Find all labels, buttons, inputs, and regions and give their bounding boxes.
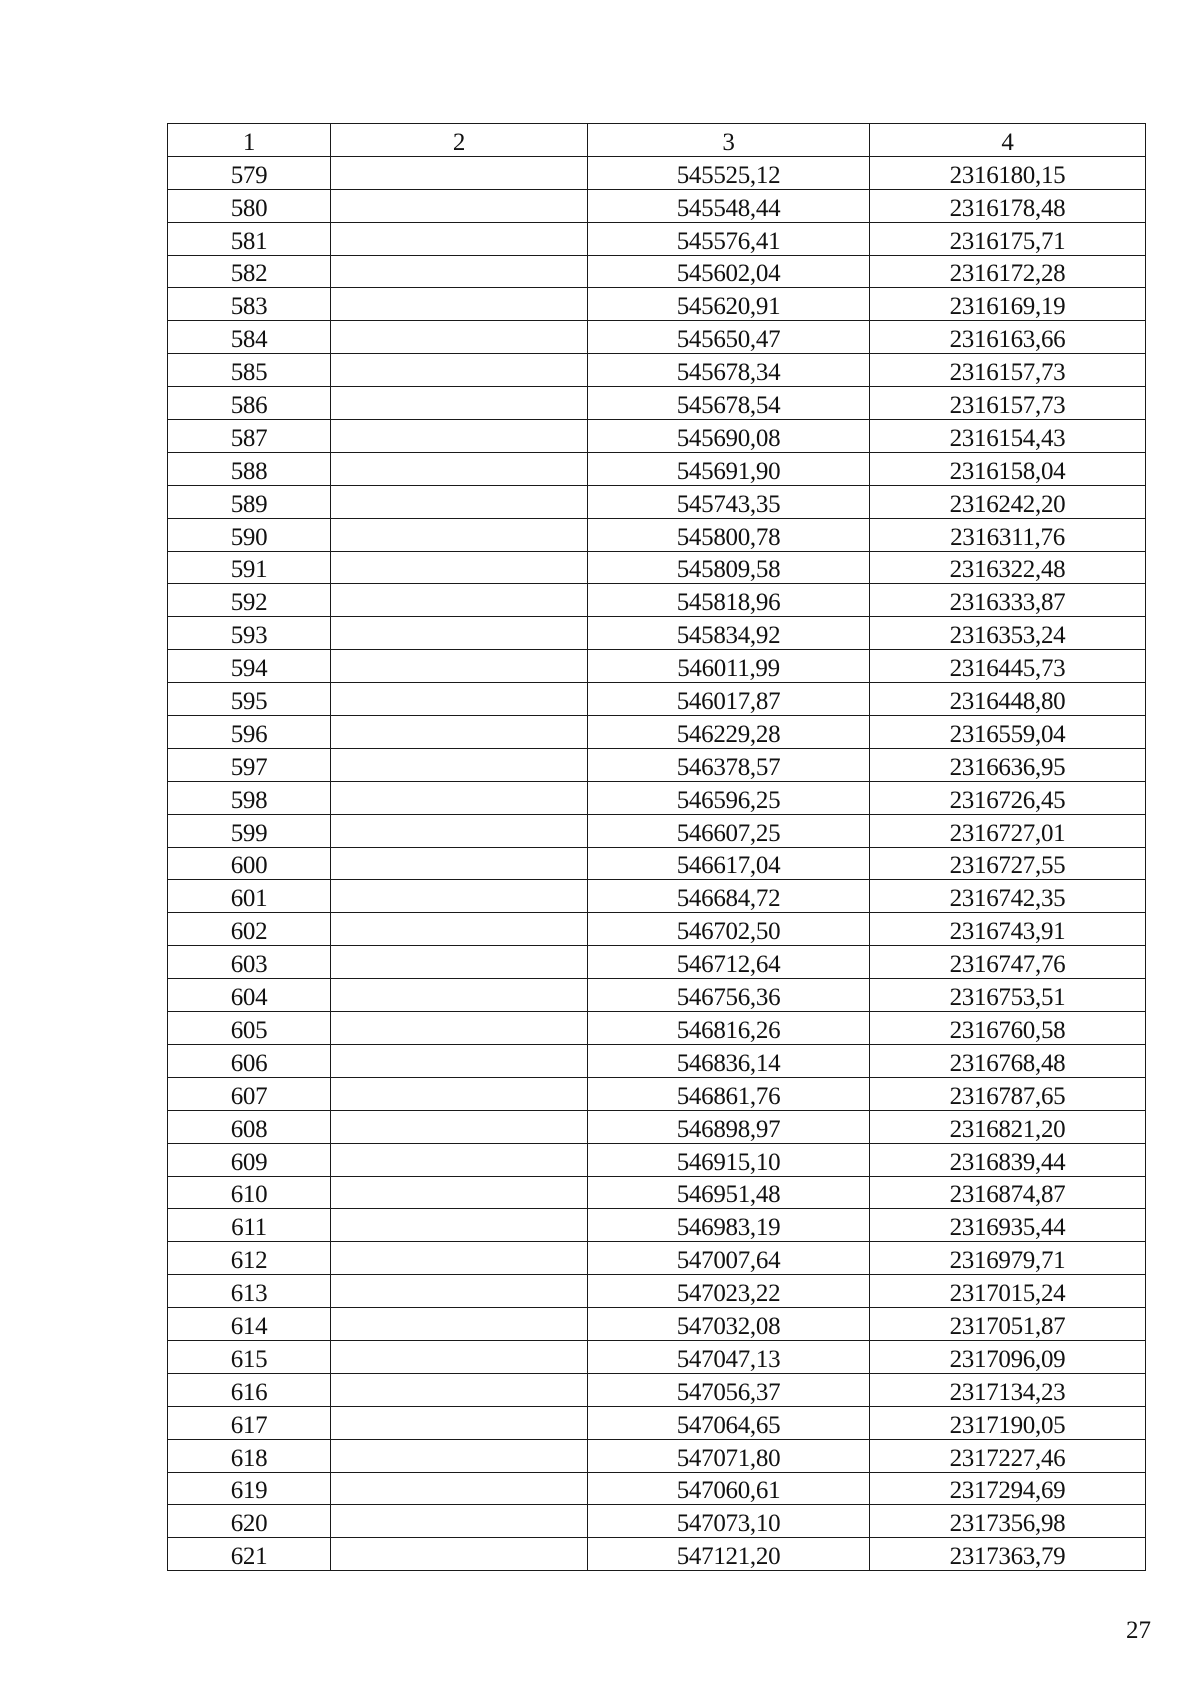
table-row	[168, 1110, 1146, 1143]
x-coordinate-cell: 546617,04	[588, 847, 870, 880]
table-row	[168, 255, 1146, 288]
y-coordinate-cell: 2316636,95	[870, 748, 1146, 781]
x-coordinate-cell: 547023,22	[588, 1275, 870, 1308]
x-coordinate-cell: 545800,78	[588, 518, 870, 551]
table-header-row	[168, 124, 1146, 157]
y-coordinate-cell: 2316163,66	[870, 321, 1146, 354]
point-number-cell: 618	[168, 1439, 331, 1472]
y-coordinate-cell: 2316322,48	[870, 551, 1146, 584]
table-row	[168, 781, 1146, 814]
point-number-cell: 620	[168, 1505, 331, 1538]
x-coordinate-cell: 546756,36	[588, 979, 870, 1012]
y-coordinate-cell: 2316979,71	[870, 1242, 1146, 1275]
table-row	[168, 551, 1146, 584]
x-coordinate-cell: 547071,80	[588, 1439, 870, 1472]
point-number-cell: 589	[168, 485, 331, 518]
x-coordinate-cell: 545548,44	[588, 189, 870, 222]
y-coordinate-cell: 2316839,44	[870, 1143, 1146, 1176]
description-cell	[331, 1505, 588, 1538]
description-cell	[331, 1373, 588, 1406]
description-cell	[331, 913, 588, 946]
description-cell	[331, 1176, 588, 1209]
x-coordinate-cell: 545690,08	[588, 420, 870, 453]
y-coordinate-cell: 2316753,51	[870, 979, 1146, 1012]
x-coordinate-cell: 545691,90	[588, 452, 870, 485]
x-coordinate-cell: 545620,91	[588, 288, 870, 321]
y-coordinate-cell: 2316747,76	[870, 946, 1146, 979]
table-row	[168, 1439, 1146, 1472]
point-number-cell: 593	[168, 617, 331, 650]
description-cell	[331, 1110, 588, 1143]
x-coordinate-cell: 545818,96	[588, 584, 870, 617]
page-number: 27	[1126, 1617, 1151, 1644]
x-coordinate-cell: 547007,64	[588, 1242, 870, 1275]
table-row	[168, 1275, 1146, 1308]
description-cell	[331, 518, 588, 551]
table-row	[168, 1176, 1146, 1209]
description-cell	[331, 387, 588, 420]
y-coordinate-cell: 2316448,80	[870, 683, 1146, 716]
point-number-cell: 621	[168, 1538, 331, 1571]
description-cell	[331, 716, 588, 749]
table-row	[168, 1505, 1146, 1538]
point-number-cell: 617	[168, 1406, 331, 1439]
description-cell	[331, 946, 588, 979]
x-coordinate-cell: 545602,04	[588, 255, 870, 288]
point-number-cell: 602	[168, 913, 331, 946]
description-cell	[331, 880, 588, 913]
x-coordinate-cell: 547064,65	[588, 1406, 870, 1439]
y-coordinate-cell: 2316821,20	[870, 1110, 1146, 1143]
point-number-cell: 595	[168, 683, 331, 716]
y-coordinate-cell: 2316727,01	[870, 814, 1146, 847]
description-cell	[331, 222, 588, 255]
point-number-cell: 584	[168, 321, 331, 354]
column-header-3: 3	[588, 124, 870, 157]
point-number-cell: 587	[168, 420, 331, 453]
table-body	[168, 156, 1146, 1570]
point-number-cell: 619	[168, 1472, 331, 1505]
point-number-cell: 616	[168, 1373, 331, 1406]
table-row	[168, 1209, 1146, 1242]
table-row	[168, 1308, 1146, 1341]
point-number-cell: 586	[168, 387, 331, 420]
table-row	[168, 1044, 1146, 1077]
table-row	[168, 946, 1146, 979]
x-coordinate-cell: 546684,72	[588, 880, 870, 913]
x-coordinate-cell: 546861,76	[588, 1077, 870, 1110]
table-row	[168, 288, 1146, 321]
table-row	[168, 1373, 1146, 1406]
point-number-cell: 598	[168, 781, 331, 814]
x-coordinate-cell: 545743,35	[588, 485, 870, 518]
description-cell	[331, 650, 588, 683]
description-cell	[331, 1143, 588, 1176]
description-cell	[331, 979, 588, 1012]
y-coordinate-cell: 2316935,44	[870, 1209, 1146, 1242]
description-cell	[331, 617, 588, 650]
table-row	[168, 1143, 1146, 1176]
x-coordinate-cell: 545525,12	[588, 156, 870, 189]
description-cell	[331, 420, 588, 453]
y-coordinate-cell: 2316178,48	[870, 189, 1146, 222]
y-coordinate-cell: 2317134,23	[870, 1373, 1146, 1406]
point-number-cell: 594	[168, 650, 331, 683]
point-number-cell: 612	[168, 1242, 331, 1275]
table-row	[168, 222, 1146, 255]
description-cell	[331, 1406, 588, 1439]
table-row	[168, 716, 1146, 749]
x-coordinate-cell: 547056,37	[588, 1373, 870, 1406]
point-number-cell: 613	[168, 1275, 331, 1308]
description-cell	[331, 1209, 588, 1242]
table-row	[168, 485, 1146, 518]
description-cell	[331, 156, 588, 189]
y-coordinate-cell: 2316311,76	[870, 518, 1146, 551]
x-coordinate-cell: 546898,97	[588, 1110, 870, 1143]
table-row	[168, 1340, 1146, 1373]
x-coordinate-cell: 546836,14	[588, 1044, 870, 1077]
point-number-cell: 607	[168, 1077, 331, 1110]
y-coordinate-cell: 2316760,58	[870, 1012, 1146, 1045]
x-coordinate-cell: 546607,25	[588, 814, 870, 847]
point-number-cell: 611	[168, 1209, 331, 1242]
y-coordinate-cell: 2316158,04	[870, 452, 1146, 485]
table-row	[168, 420, 1146, 453]
y-coordinate-cell: 2316169,19	[870, 288, 1146, 321]
description-cell	[331, 1308, 588, 1341]
point-number-cell: 601	[168, 880, 331, 913]
point-number-cell: 580	[168, 189, 331, 222]
y-coordinate-cell: 2316157,73	[870, 387, 1146, 420]
y-coordinate-cell: 2316180,15	[870, 156, 1146, 189]
point-number-cell: 608	[168, 1110, 331, 1143]
table-row	[168, 617, 1146, 650]
description-cell	[331, 683, 588, 716]
point-number-cell: 615	[168, 1340, 331, 1373]
table-row	[168, 1406, 1146, 1439]
y-coordinate-cell: 2316768,48	[870, 1044, 1146, 1077]
point-number-cell: 583	[168, 288, 331, 321]
column-header-1: 1	[168, 124, 331, 157]
table-row	[168, 683, 1146, 716]
x-coordinate-cell: 545678,34	[588, 354, 870, 387]
y-coordinate-cell: 2316727,55	[870, 847, 1146, 880]
y-coordinate-cell: 2316445,73	[870, 650, 1146, 683]
x-coordinate-cell: 546983,19	[588, 1209, 870, 1242]
table-row	[168, 847, 1146, 880]
point-number-cell: 604	[168, 979, 331, 1012]
y-coordinate-cell: 2317015,24	[870, 1275, 1146, 1308]
x-coordinate-cell: 547073,10	[588, 1505, 870, 1538]
y-coordinate-cell: 2316874,87	[870, 1176, 1146, 1209]
x-coordinate-cell: 546915,10	[588, 1143, 870, 1176]
table-row	[168, 1472, 1146, 1505]
y-coordinate-cell: 2316175,71	[870, 222, 1146, 255]
description-cell	[331, 1340, 588, 1373]
description-cell	[331, 1538, 588, 1571]
y-coordinate-cell: 2316157,73	[870, 354, 1146, 387]
description-cell	[331, 255, 588, 288]
x-coordinate-cell: 545678,54	[588, 387, 870, 420]
table-row	[168, 321, 1146, 354]
x-coordinate-cell: 547047,13	[588, 1340, 870, 1373]
y-coordinate-cell: 2316172,28	[870, 255, 1146, 288]
x-coordinate-cell: 546229,28	[588, 716, 870, 749]
point-number-cell: 592	[168, 584, 331, 617]
y-coordinate-cell: 2317356,98	[870, 1505, 1146, 1538]
table-row	[168, 1012, 1146, 1045]
description-cell	[331, 1012, 588, 1045]
x-coordinate-cell: 547121,20	[588, 1538, 870, 1571]
coordinates-table	[167, 123, 1146, 1571]
table-row	[168, 1077, 1146, 1110]
x-coordinate-cell: 546011,99	[588, 650, 870, 683]
y-coordinate-cell: 2317190,05	[870, 1406, 1146, 1439]
description-cell	[331, 1077, 588, 1110]
x-coordinate-cell: 546702,50	[588, 913, 870, 946]
point-number-cell: 588	[168, 452, 331, 485]
description-cell	[331, 1439, 588, 1472]
description-cell	[331, 847, 588, 880]
x-coordinate-cell: 545576,41	[588, 222, 870, 255]
table-row	[168, 880, 1146, 913]
point-number-cell: 590	[168, 518, 331, 551]
x-coordinate-cell: 546017,87	[588, 683, 870, 716]
description-cell	[331, 189, 588, 222]
x-coordinate-cell: 546378,57	[588, 748, 870, 781]
point-number-cell: 600	[168, 847, 331, 880]
description-cell	[331, 1275, 588, 1308]
table-row	[168, 814, 1146, 847]
point-number-cell: 606	[168, 1044, 331, 1077]
point-number-cell: 582	[168, 255, 331, 288]
table-row	[168, 979, 1146, 1012]
x-coordinate-cell: 546951,48	[588, 1176, 870, 1209]
table-row	[168, 1242, 1146, 1275]
x-coordinate-cell: 545834,92	[588, 617, 870, 650]
y-coordinate-cell: 2316353,24	[870, 617, 1146, 650]
description-cell	[331, 354, 588, 387]
y-coordinate-cell: 2316333,87	[870, 584, 1146, 617]
point-number-cell: 610	[168, 1176, 331, 1209]
point-number-cell: 579	[168, 156, 331, 189]
y-coordinate-cell: 2317363,79	[870, 1538, 1146, 1571]
column-header-4: 4	[870, 124, 1146, 157]
description-cell	[331, 1044, 588, 1077]
description-cell	[331, 814, 588, 847]
point-number-cell: 614	[168, 1308, 331, 1341]
table-row	[168, 518, 1146, 551]
point-number-cell: 599	[168, 814, 331, 847]
x-coordinate-cell: 546712,64	[588, 946, 870, 979]
y-coordinate-cell: 2317227,46	[870, 1439, 1146, 1472]
table-row	[168, 1538, 1146, 1571]
description-cell	[331, 748, 588, 781]
y-coordinate-cell: 2316726,45	[870, 781, 1146, 814]
table-row	[168, 913, 1146, 946]
table-row	[168, 452, 1146, 485]
column-header-2: 2	[331, 124, 588, 157]
description-cell	[331, 485, 588, 518]
table-row	[168, 387, 1146, 420]
y-coordinate-cell: 2316154,43	[870, 420, 1146, 453]
table-row	[168, 156, 1146, 189]
y-coordinate-cell: 2317294,69	[870, 1472, 1146, 1505]
y-coordinate-cell: 2316242,20	[870, 485, 1146, 518]
description-cell	[331, 551, 588, 584]
table-row	[168, 354, 1146, 387]
y-coordinate-cell: 2316742,35	[870, 880, 1146, 913]
table-row	[168, 748, 1146, 781]
table-row	[168, 189, 1146, 222]
description-cell	[331, 321, 588, 354]
x-coordinate-cell: 546816,26	[588, 1012, 870, 1045]
x-coordinate-cell: 545809,58	[588, 551, 870, 584]
description-cell	[331, 288, 588, 321]
point-number-cell: 591	[168, 551, 331, 584]
point-number-cell: 597	[168, 748, 331, 781]
description-cell	[331, 781, 588, 814]
y-coordinate-cell: 2317096,09	[870, 1340, 1146, 1373]
table-row	[168, 584, 1146, 617]
x-coordinate-cell: 547032,08	[588, 1308, 870, 1341]
y-coordinate-cell: 2316743,91	[870, 913, 1146, 946]
x-coordinate-cell: 547060,61	[588, 1472, 870, 1505]
point-number-cell: 609	[168, 1143, 331, 1176]
description-cell	[331, 1242, 588, 1275]
description-cell	[331, 584, 588, 617]
x-coordinate-cell: 546596,25	[588, 781, 870, 814]
y-coordinate-cell: 2317051,87	[870, 1308, 1146, 1341]
point-number-cell: 581	[168, 222, 331, 255]
point-number-cell: 605	[168, 1012, 331, 1045]
point-number-cell: 603	[168, 946, 331, 979]
table-row	[168, 650, 1146, 683]
y-coordinate-cell: 2316787,65	[870, 1077, 1146, 1110]
point-number-cell: 585	[168, 354, 331, 387]
x-coordinate-cell: 545650,47	[588, 321, 870, 354]
y-coordinate-cell: 2316559,04	[870, 716, 1146, 749]
description-cell	[331, 1472, 588, 1505]
description-cell	[331, 452, 588, 485]
point-number-cell: 596	[168, 716, 331, 749]
